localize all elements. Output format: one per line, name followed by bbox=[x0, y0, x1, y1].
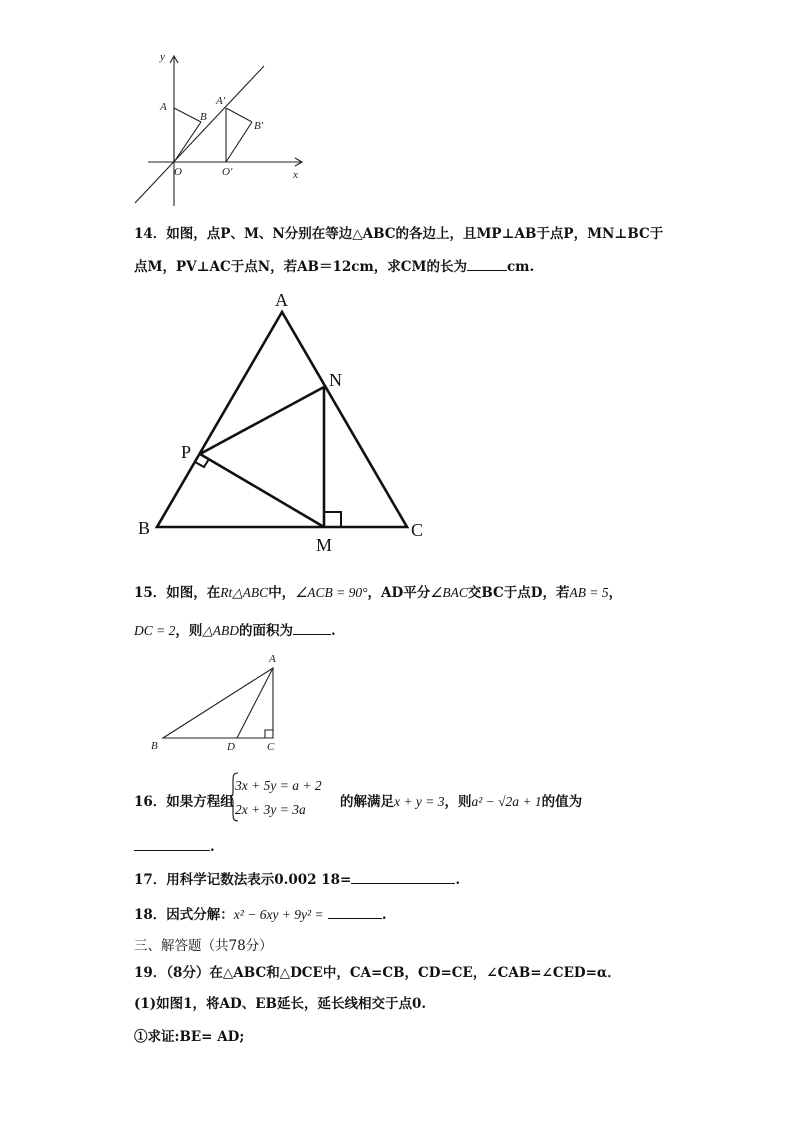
triangle-ABC bbox=[163, 668, 273, 738]
q16-system bbox=[235, 774, 322, 822]
q18-answer-blank[interactable] bbox=[328, 904, 382, 919]
segment-AD bbox=[237, 668, 273, 738]
q15-line2 bbox=[134, 619, 336, 639]
label-y: y bbox=[160, 51, 165, 63]
q15-answer-blank[interactable] bbox=[293, 620, 331, 635]
figure-right-triangle bbox=[145, 648, 290, 756]
label-B: B bbox=[200, 111, 207, 123]
q15-text-e: ， bbox=[608, 585, 623, 601]
q18-expression: x² − 6xy + 9y² = bbox=[233, 907, 324, 922]
q15-text-g: 的面积为 bbox=[239, 623, 293, 639]
q16-then: ，则 bbox=[444, 794, 472, 810]
label-A: A bbox=[275, 290, 288, 310]
section-title: 三、解答题（共78分） bbox=[134, 938, 273, 954]
label-N: N bbox=[329, 370, 342, 390]
q15-rt-triangle: Rt△ABC bbox=[220, 585, 269, 600]
q17-end: . bbox=[455, 872, 461, 888]
q14-line1: 14．如图，点P、M、N分别在等边△ABC的各边上，且MP⊥AB于点P，MN⊥BC于 bbox=[134, 226, 664, 242]
q16-condition: x + y = 3 bbox=[394, 794, 445, 809]
q15-dc: DC = 2 bbox=[134, 623, 176, 638]
figure-coordinate bbox=[130, 46, 310, 211]
q15-ab: AB = 5 bbox=[569, 585, 609, 600]
label-P: P bbox=[181, 442, 192, 462]
q15-end: . bbox=[331, 623, 336, 639]
q16-prefix: 16．如果方程组 bbox=[134, 794, 234, 810]
q16-answer-blank[interactable] bbox=[134, 836, 210, 851]
label-A: A bbox=[160, 101, 167, 113]
q15-line1 bbox=[134, 581, 622, 601]
q15-text-a: 15．如图，在 bbox=[134, 585, 221, 601]
q17-text: 17．用科学记数法表示0.002 18= bbox=[134, 872, 352, 888]
q16-eq1: 3x + 5y = a + 2 bbox=[235, 778, 322, 793]
label-A: A bbox=[269, 653, 276, 665]
segment-PM bbox=[200, 454, 324, 527]
q15-text-d: 交BC于点D，若 bbox=[467, 585, 570, 601]
q19-line2: (1)如图1，将AD、EB延长，延长线相交于点0. bbox=[134, 996, 427, 1012]
q16-suffix: 的值为 bbox=[541, 794, 583, 810]
q17-line bbox=[134, 868, 460, 888]
label-M: M bbox=[316, 535, 333, 555]
q18-end: . bbox=[381, 907, 387, 923]
right-angle-M bbox=[324, 512, 341, 527]
q14-unit: cm. bbox=[506, 259, 535, 275]
q16-mid: 的解满足 bbox=[340, 794, 394, 810]
right-angle-C bbox=[265, 730, 273, 738]
label-C: C bbox=[411, 520, 424, 540]
q14-answer-blank[interactable] bbox=[467, 256, 507, 271]
q15-text-f: ，则 bbox=[175, 623, 203, 639]
figure-equilateral-triangle bbox=[130, 286, 440, 558]
q16-rest bbox=[340, 790, 582, 810]
q17-answer-blank[interactable] bbox=[351, 869, 455, 884]
q16-expression: a² − √2a + 1 bbox=[471, 794, 542, 809]
label-D: D bbox=[227, 741, 235, 753]
q15-text-b: 中， bbox=[268, 585, 296, 601]
q15-text-c: ，AD平分 bbox=[367, 585, 431, 601]
label-O-prime: O′ bbox=[222, 166, 233, 178]
q16-answer-line bbox=[134, 836, 215, 855]
label-B-prime: B′ bbox=[254, 120, 264, 132]
q18-line bbox=[134, 903, 387, 923]
q14-line2 bbox=[134, 255, 534, 275]
label-x: x bbox=[293, 169, 298, 181]
label-B: B bbox=[138, 518, 151, 538]
label-B: B bbox=[151, 740, 158, 752]
label-A-prime: A′ bbox=[216, 95, 226, 107]
q15-abd: △ABD bbox=[202, 623, 239, 638]
label-O: O bbox=[174, 166, 182, 178]
q15-angle-bac: ∠BAC bbox=[430, 585, 468, 600]
diagonal-line bbox=[135, 66, 264, 203]
q19-line1: 19．（8分）在△ABC和△DCE中，CA=CB，CD=CE，∠CAB=∠CED=α． bbox=[134, 965, 621, 981]
label-C: C bbox=[267, 741, 275, 753]
q15-angle-acb: ∠ACB = 90° bbox=[295, 585, 368, 600]
q16-eq2: 2x + 3y = 3a bbox=[235, 802, 306, 817]
triangle-ABC bbox=[157, 312, 407, 527]
q14-line2-text: 点M，PV⊥AC于点N，若AB＝12cm，求CM的长为 bbox=[134, 259, 467, 275]
q19-line3: ①求证:BE= AD; bbox=[134, 1029, 245, 1045]
q18-prefix: 18．因式分解： bbox=[134, 907, 234, 923]
q16-end: . bbox=[210, 839, 215, 855]
